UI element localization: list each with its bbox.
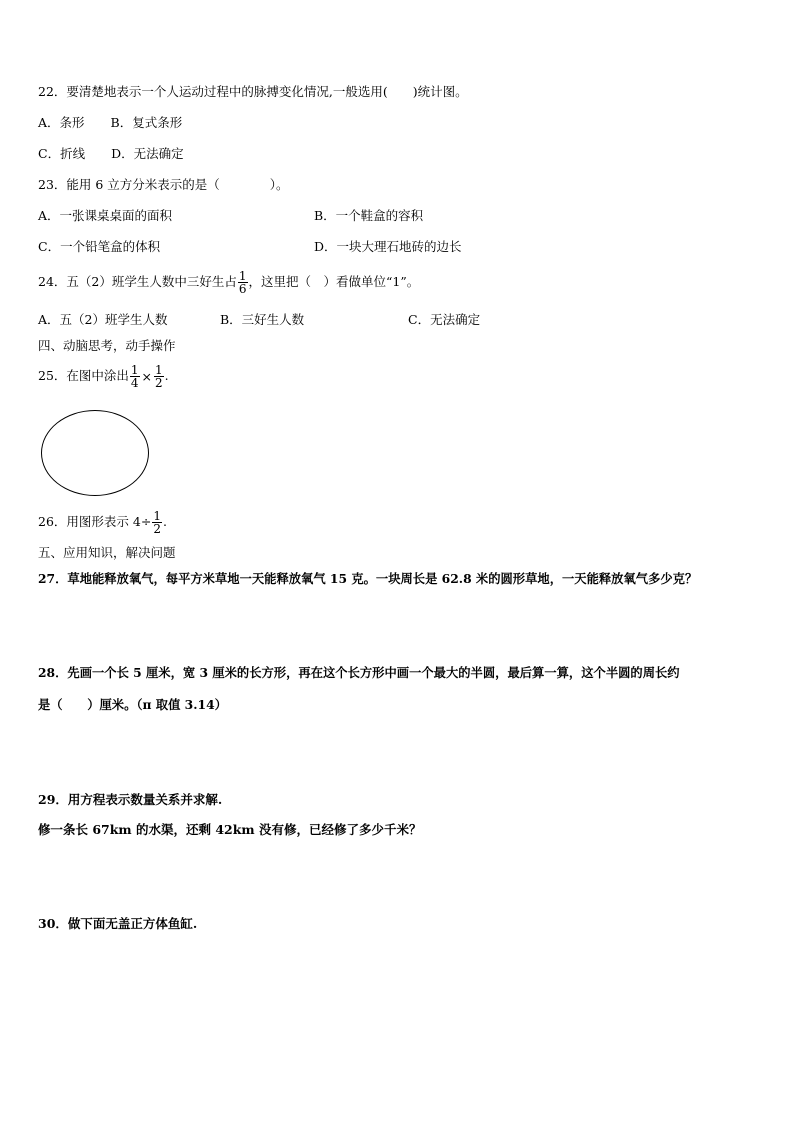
multiply-sign: × <box>141 368 153 384</box>
question-23-option-d: D．一块大理石地砖的边长 <box>314 239 462 254</box>
question-24-text-before: 24．五（2）班学生人数中三好生占 <box>38 274 237 289</box>
question-23-options-row1 <box>38 208 498 224</box>
question-24-option-a: A．五（2）班学生人数 <box>38 312 168 327</box>
fraction-1-6 <box>238 270 248 295</box>
question-28-line-1 <box>38 665 680 681</box>
question-23 <box>38 177 289 193</box>
question-29-text-1: 29．用方程表示数量关系并求解. <box>38 792 223 807</box>
question-22 <box>38 84 468 100</box>
question-26-text-before: 26．用图形表示 4÷ <box>38 514 152 529</box>
fraction-numerator: 1 <box>238 269 247 283</box>
question-24-option-b: B．三好生人数 <box>220 312 305 327</box>
question-23-options-row2 <box>38 239 498 255</box>
question-22-option-a: A．条形 <box>38 115 85 130</box>
question-29-line-1 <box>38 792 222 808</box>
fraction-numerator: 1 <box>130 363 139 377</box>
question-29-text-2: 修一条长 67km 的水渠，还剩 42km 没有修，已经修了多少千米？ <box>38 822 422 837</box>
section-4-title: 四、动脑思考，动手操作 <box>38 338 176 353</box>
question-30-text: 30．做下面无盖正方体鱼缸. <box>38 916 198 931</box>
question-28-line-2 <box>38 697 227 713</box>
fraction-numerator: 1 <box>153 509 161 523</box>
question-24-options <box>38 312 518 328</box>
question-29-line-2 <box>38 822 421 838</box>
question-24-text-after: ，这里把（ ）看做单位“1”。 <box>248 274 420 289</box>
question-23-option-a: A．一张课桌桌面的面积 <box>38 208 173 223</box>
question-23-option-c: C．一个铅笔盒的体积 <box>38 239 161 254</box>
section-5-title: 五、应用知识，解决问题 <box>38 545 176 560</box>
fraction-denominator: 4 <box>130 376 139 390</box>
question-30 <box>38 916 197 932</box>
circle-figure <box>41 410 149 496</box>
question-28-text-1: 28．先画一个长 5 厘米，宽 3 厘米的长方形，再在这个长方形中画一个最大的半圆，最后算一算，这个半圆的周长约 <box>38 665 680 680</box>
question-24-option-c: C．无法确定 <box>408 312 481 327</box>
question-22-options-row2 <box>38 146 184 162</box>
question-26 <box>38 507 167 537</box>
fraction-numerator: 1 <box>155 363 163 377</box>
question-22-option-b: B．复式条形 <box>110 115 183 130</box>
section-5-heading <box>38 545 176 561</box>
section-4-heading <box>38 338 176 354</box>
question-25-text-after: . <box>164 368 169 383</box>
question-27 <box>38 571 697 587</box>
fraction-denominator: 2 <box>155 376 163 390</box>
question-25 <box>38 361 169 392</box>
fraction-1-2 <box>152 510 162 535</box>
question-22-option-c: C．折线 <box>38 146 86 161</box>
question-24 <box>38 267 419 297</box>
question-27-text: 27．草地能释放氧气，每平方米草地一天能释放氧气 15 克。一块周长是 62.8 米的圆形草地，一天能释放氧气多少克？ <box>38 571 698 586</box>
question-23-text: 23．能用 6 立方分米表示的是（ ）。 <box>38 177 289 192</box>
fraction-denominator: 2 <box>153 522 161 536</box>
fraction-1-2 <box>154 364 164 389</box>
question-22-options-row1 <box>38 115 182 131</box>
question-22-option-d: D．无法确定 <box>111 146 184 161</box>
question-25-text-before: 25．在图中涂出 <box>38 368 129 383</box>
question-22-text: 22．要清楚地表示一个人运动过程中的脉搏变化情况,一般选用( )统计图。 <box>38 84 468 99</box>
question-26-text-after: . <box>162 514 167 529</box>
fraction-denominator: 6 <box>238 282 247 296</box>
question-23-option-b: B．一个鞋盒的容积 <box>314 208 424 223</box>
question-28-text-2: 是（ ）厘米。（π 取值 3.14） <box>38 697 227 712</box>
fraction-1-4 <box>130 364 140 389</box>
